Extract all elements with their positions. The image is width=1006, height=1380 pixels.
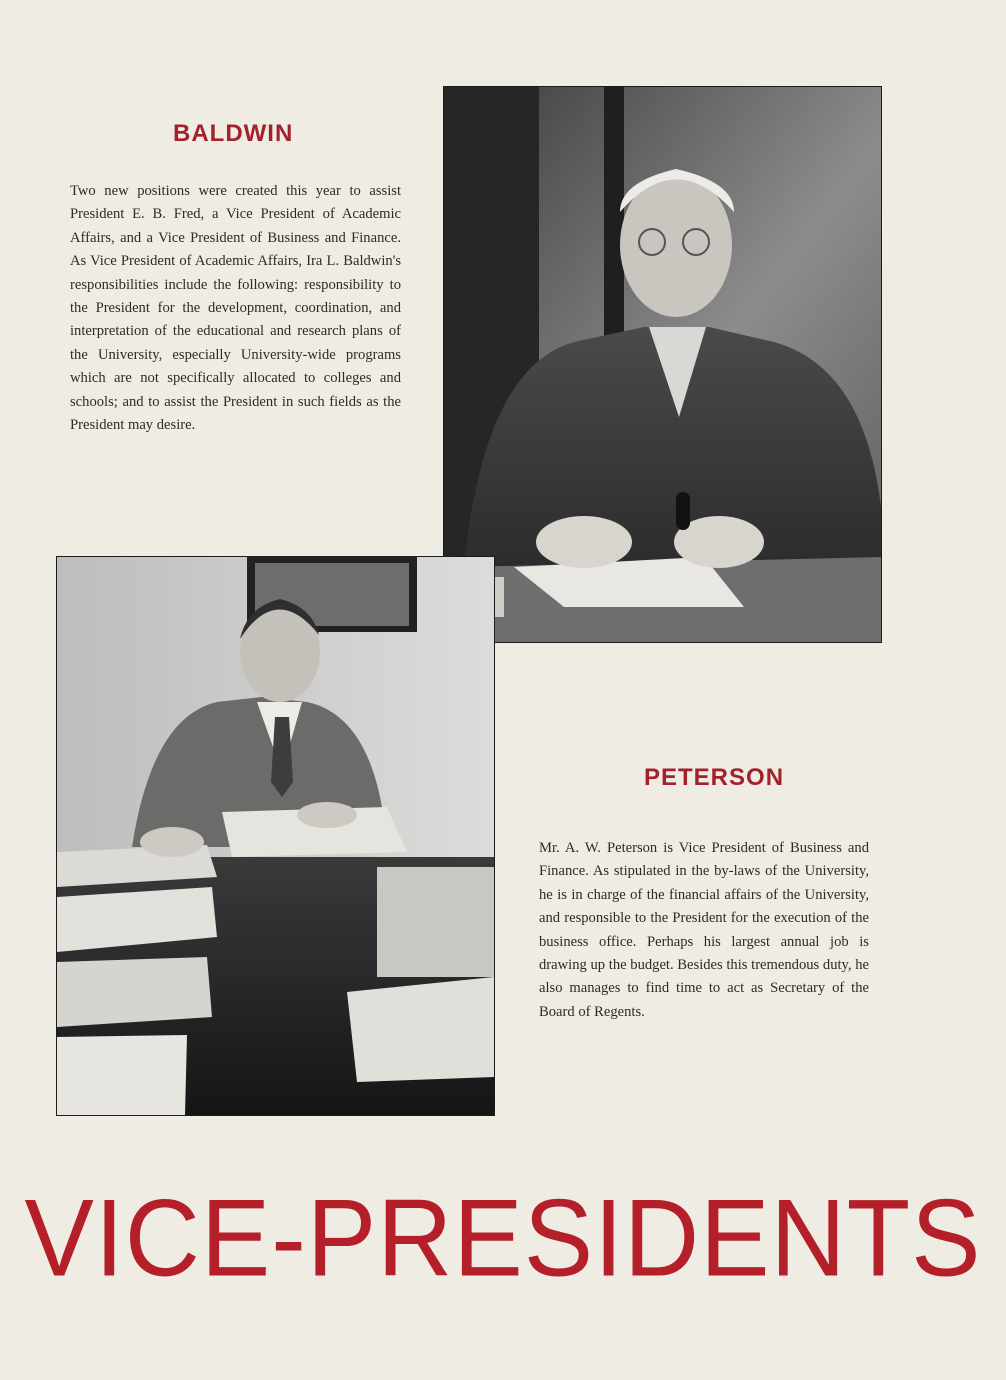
baldwin-heading: BALDWIN [173,120,294,147]
peterson-photo [56,556,495,1116]
peterson-heading: PETERSON [644,764,785,791]
baldwin-description: Two new positions were created this year to assist President E. B. Fred, a Vice President of Academic Affairs, and a Vice President of Business and Finance. As Vice President of Academic Affairs, Ira L. Baldwin's responsibilities include the following: responsibility to the President for the development, coordination, and interpretation of the educational and research plans of the University, especially University-wide programs which are not specifically allocated to colleges and schools; and to assist the President in such fields as the President may desire. [70,183,401,434]
baldwin-photo [443,86,882,643]
page-title: VICE-PRESIDENTS [24,1178,982,1300]
peterson-description: Mr. A. W. Peterson is Vice President of Business and Finance. As stipulated in the by-laws of the University, he is in charge of the financial affairs of the University, and responsible to the President for the execution of the business office. Perhaps his largest annual job is drawing up the budget. Besides this tremendous duty, he also manages to find time to act as Secretary of the Board of Regents. [539,840,869,1020]
